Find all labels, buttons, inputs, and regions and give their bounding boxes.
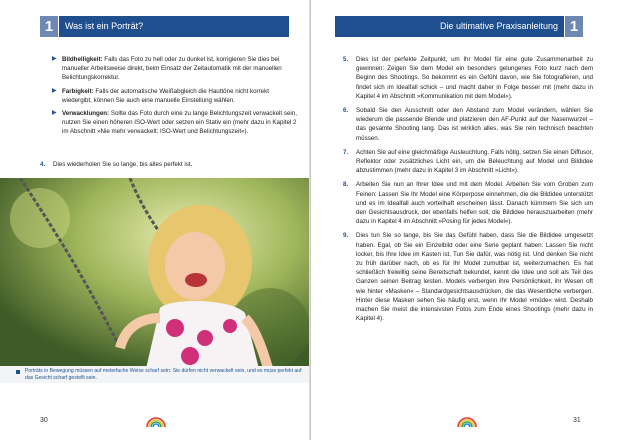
step-text: Dies wiederholen Sie so lange, bis alles perfekt ist. <box>53 161 193 168</box>
step-4 <box>40 160 298 174</box>
step-text: Dies tun Sie so lange, bis Sie das Gefühl haben, dass Sie die Bildidee umgesetzt haben. Egal, ob Sie ein Einzelbild oder eine Serie geplant haben: Lassen Sie nicht locker, bis Ihre Idee im Kasten ist. Tun Sie dafür, was nötig ist. Und denken Sie nicht zu früh darüber nach, ob es für Ihr Model zumutbar ist, weiterzumachen. Es hat schließlich freiwillig seine Bereitschaft bekundet, kennt die Idee und soll als Teil des Ganzen seinen Beitrag leisten. Models verbergen ihre Persönlichkeit, ihr Wesen oft wie hinter »Masken« – Standardgesichtsausdrücken, die das Wesentliche verbergen. Hinter diese Masken sehen Sie häufig erst, wenn Ihr Model »müde« wird. Deshalb machen Sie meist die intensivsten Fotos zum Ende eines Shootings (mehr dazu in Kapitel 4). <box>356 232 593 323</box>
list-item <box>343 180 593 226</box>
list-item <box>343 106 593 143</box>
chapter-number-box: 1 <box>565 16 583 37</box>
step-number: 5. <box>343 56 349 63</box>
rainbow-logo-icon <box>456 416 478 430</box>
page-number: 30 <box>40 417 48 424</box>
triangle-bullet-icon: ▶ <box>52 87 57 94</box>
list-item <box>343 231 593 323</box>
page-number: 31 <box>573 417 581 424</box>
step-number: 7. <box>343 148 349 156</box>
step-number: 4. <box>40 161 46 168</box>
square-marker-icon <box>16 370 20 374</box>
bullet-term: Bildhelligkeit: <box>62 56 103 63</box>
chapter-title-bar: Die ultimative Praxisanleitung <box>335 16 564 37</box>
step-number: 9. <box>343 232 349 240</box>
bullet-text: Falls der automatische Weißabgleich die Hauttöne nicht korrekt wiedergibt, können Sie auch eine manuelle Einstellung wählen. <box>62 87 269 104</box>
caption-text: Porträts in Bewegung müssen auf meterfache Weise scharf sein: Sie dürfen nicht verwackelt sein, und es muss perfekt auf das Gesicht scharf gestellt sein. <box>25 368 302 381</box>
steps-list <box>343 55 593 328</box>
bullet-term: Farbigkeit: <box>62 87 94 95</box>
list-item <box>343 148 593 176</box>
triangle-bullet-icon: ▶ <box>52 56 57 62</box>
right-page <box>311 0 623 440</box>
step-number: 6. <box>343 107 349 115</box>
bullet-term: Verwacklungen: <box>62 110 110 118</box>
list-item <box>343 55 593 101</box>
chapter-number-box: 1 <box>40 16 58 37</box>
chapter-title-bar: Was ist ein Porträt? <box>59 16 289 37</box>
triangle-bullet-icon: ▶ <box>52 110 57 117</box>
step-text: Dies ist der perfekte Zeitpunkt, um Ihr Model für eine gute Zusammenarbeit zu gewinnen: Zeigen Sie dem Model ein besonders gelungenes Foto kurz nach dem Beginn des Shootings. So bekommt es ein Gefühl davon, wie Sie fotografieren, und findet sich im Idealfall schick – und macht daher in Folge besser mit (mehr dazu in Kapitel 4 im Abschnitt »Kommunikation mit dem Model«). <box>356 56 593 100</box>
photo-illustration <box>0 178 311 373</box>
bullet-text: Falls das Foto zu hell oder zu dunkel ist, korrigieren Sie dies bei manueller Arbeitsweise direkt, beim Einsatz der Zeitautomatik mit der manuellen Belichtungskorrektur. <box>62 56 282 82</box>
step-text: Sobald Sie den Ausschnitt oder den Abstand zum Model verändern, wählen Sie wiederum die passende Blende und platzieren den AF-Punkt auf der Nasenwurzel – das gesamte Shooting lang. Das ist wirklich alles, was Sie rein technisch beachten müssen. <box>356 107 593 142</box>
left-page <box>0 0 311 440</box>
step-text: Arbeiten Sie nun an Ihrer Idee und mit dem Model. Arbeiten Sie vom Groben zum Feinen: Lassen Sie Ihr Model eine Körperpose einnehmen, die die Bildidee unterstützt und es im Idealfall auch vorteilhaft erscheinen lässt. Danach kümmern Sie sich um den Gesichtsausdruck, der ebenfalls helfen soll, die Bildidee herauszuarbeiten (mehr dazu in Kapitel 4 im Abschnitt »Posing für jedes Model«). <box>356 181 593 226</box>
bullet-list <box>52 55 298 141</box>
photo-caption <box>16 368 304 382</box>
bullet-item <box>52 109 298 137</box>
photo-girl-on-swing <box>0 178 311 373</box>
rainbow-logo-icon <box>145 416 167 430</box>
step-number: 8. <box>343 181 349 189</box>
step-text: Achten Sie auf eine gleichmäßige Ausleuchtung. Falls nötig, setzen Sie einen Diffusor, Reflektor oder zusätzliches Licht ein, um die Beleuchtung auf Model und Bildidee abzustimmen (mehr dazu in Kapitel 3 im Abschnitt »Licht«). <box>356 148 593 175</box>
bullet-item <box>52 87 298 105</box>
bullet-text: Sollte das Foto durch eine zu lange Belichtungszeit verwackelt sein, nutzen Sie einen höheren ISO-Wert oder setzen ein Stativ ein (mehr dazu in Kapitel 2 im Abschnitt »Nie mehr verwackelt: ISO-Wert und Belichtungszeit«). <box>62 110 297 136</box>
bullet-item <box>52 55 298 83</box>
